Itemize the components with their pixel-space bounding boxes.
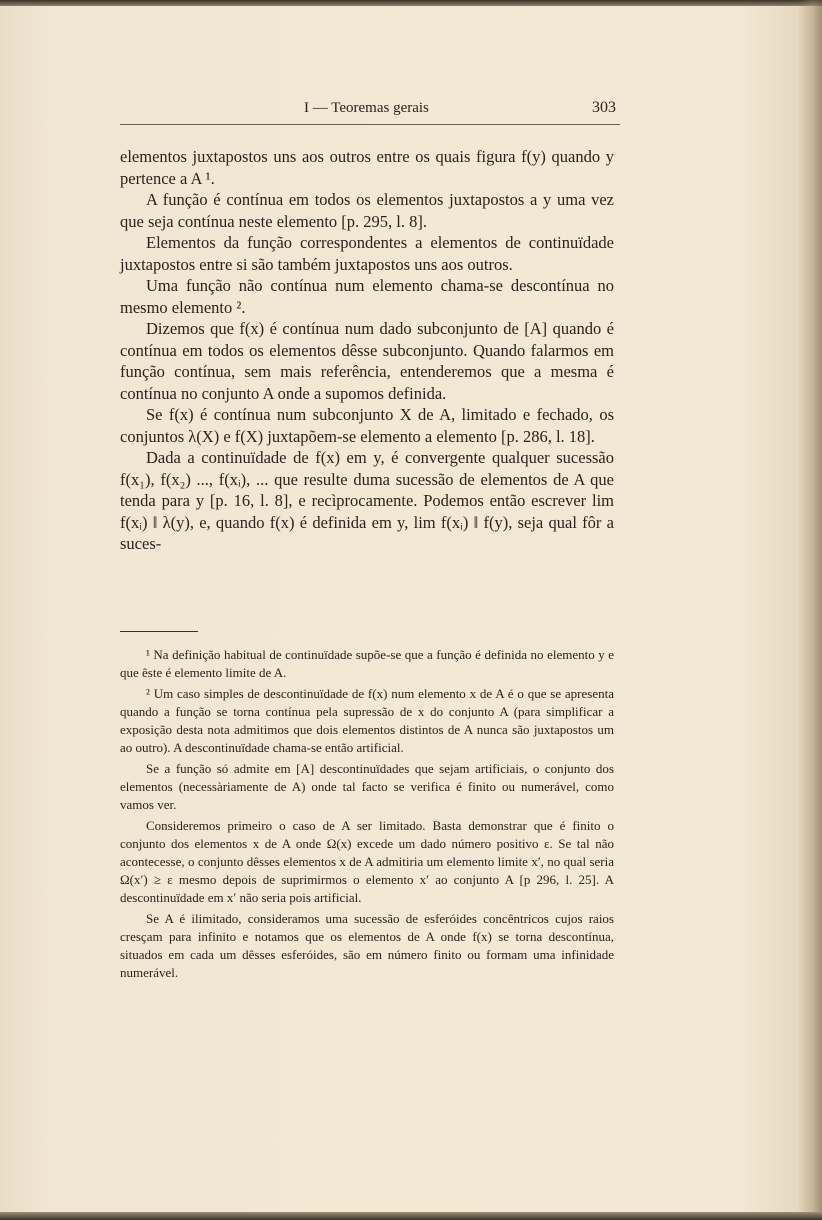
footnote: Se a função só admite em [A] descontinuïdades que sejam artificiais, o conjunto dos elementos (necessàriamente de A) onde tal facto se verifica é finito ou numerável, como vamos ver. bbox=[120, 761, 614, 812]
footnotes bbox=[120, 646, 614, 985]
paragraph: Se f(x) é contínua num subconjunto X de A, limitado e fechado, os conjuntos λ(X) e f(X) juxtapõem-se elemento a elemento [p. 286, l. 18]. bbox=[120, 405, 614, 446]
paragraph: Dada a continuïdade de f(x) em y, é convergente qualquer sucessão f(x₁), f(x₂) ..., f(xᵢ), ... que resulte duma sucessão de elementos de A que tenda para y [p. 16, l. 8], e recìprocamente. Podemos então escrever lim f(xᵢ) ‖ λ(y), e, quando f(x) é definida em y, lim f(xᵢ) ‖ f(y), seja qual fôr a suces- bbox=[120, 448, 614, 553]
paragraph: Dizemos que f(x) é contínua num dado subconjunto de [A] quando é contínua em todos os elementos dêsse subconjunto. Quando falarmos em função contínua, sem mais referência, entenderemos que a mesma é contínua no conjunto A onde a supomos definida. bbox=[120, 319, 614, 403]
footnote: Se A é ilimitado, consideramos uma sucessão de esferóides concêntricos cujos raios cresçam para infinito e notamos que os elementos de A onde f(x) se torna descontínua, situados em cada um dêsses esferóides, são em número finito ou formam uma infinidade numerável. bbox=[120, 911, 614, 980]
running-head bbox=[120, 98, 620, 125]
page-number: 303 bbox=[592, 99, 616, 116]
scan-edge-right bbox=[798, 0, 822, 1220]
footnote: ² Um caso simples de descontinuïdade de f(x) num elemento x de A é o que se apresenta quando a função se torna contínua pela supressão de x do conjunto A (para simplificar a exposição desta nota admitimos que dois elementos distintos de A nunca são juxtapostos um ao outro). A descontinuïdade chama-se então artificial. bbox=[120, 686, 614, 755]
scan-edge-top bbox=[0, 0, 822, 6]
footnote: ¹ Na definição habitual de continuïdade supõe-se que a função é definida no elemento y e que êste é elemento limite de A. bbox=[120, 647, 614, 680]
scan-edge-bottom bbox=[0, 1212, 822, 1220]
paragraph: elementos juxtapostos uns aos outros entre os quais figura f(y) quando y pertence a A ¹. bbox=[120, 147, 614, 188]
paragraph: Elementos da função correspondentes a elementos de continuïdade juxtapostos entre si são também juxtapostos uns aos outros. bbox=[120, 233, 614, 274]
paragraph: A função é contínua em todos os elementos juxtapostos a y uma vez que seja contínua neste elemento [p. 295, l. 8]. bbox=[120, 190, 614, 231]
footnote: Consideremos primeiro o caso de A ser limitado. Basta demonstrar que é finito o conjunto dos elementos x de A onde Ω(x) excede um dado número positivo ε. Se tal não acontecesse, o conjunto dêsses elementos x de A admitiria um elemento limite x′, no qual seria Ω(x′) ≥ ε mesmo depois de suprimirmos o elemento x′ ao conjunto A [p 296, l. 25]. A descontinuïdade em x′ não seria pois artificial. bbox=[120, 818, 614, 905]
footnote-rule bbox=[120, 631, 198, 632]
main-text bbox=[120, 146, 614, 555]
section-title: I — Teoremas gerais bbox=[304, 100, 429, 116]
paragraph: Uma função não contínua num elemento chama-se descontínua no mesmo elemento ². bbox=[120, 276, 614, 317]
